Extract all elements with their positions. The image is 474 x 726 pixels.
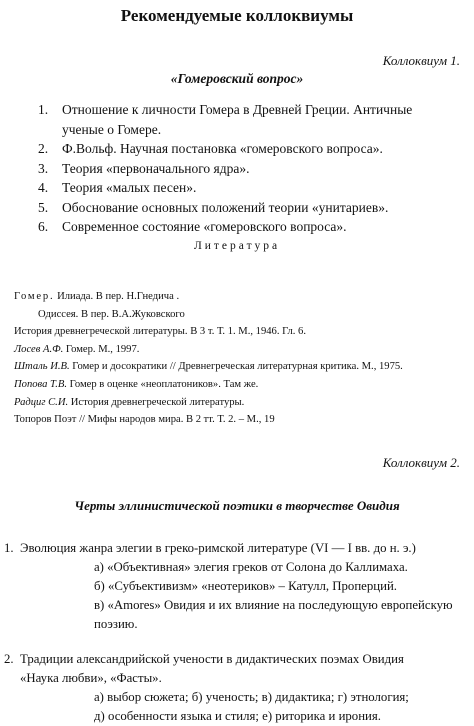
topic-item <box>38 139 434 159</box>
topic-item <box>38 198 434 218</box>
literature-text: История древнегреческой литературы. <box>68 396 245 408</box>
outline-continuation: поэзию. <box>94 617 138 631</box>
topic-number: 6. <box>38 219 49 234</box>
literature-text: Топоров Поэт // Мифы народов мира. В 2 тт. Т. 2. – М., 19 <box>14 414 275 426</box>
literature-list <box>14 288 403 429</box>
literature-text: Гомер и досократики // Древнегреческая литературная критика. М., 1975. <box>69 361 403 373</box>
literature-item <box>14 376 403 394</box>
literature-author: Лосев А.Ф. <box>14 343 64 355</box>
literature-text: Гомер. М., 1997. <box>63 343 140 355</box>
literature-author: Попова Т.В. <box>14 378 68 390</box>
topic-item <box>38 159 434 179</box>
topic-number: 1. <box>38 102 49 117</box>
outline-subitem: д) особенности языка и стиля; е) риторика и ирония. <box>94 709 381 723</box>
outline-item <box>4 539 466 558</box>
topic-text: Теория «первоначального ядра». <box>62 160 250 176</box>
topic-number: 2. <box>38 141 49 156</box>
literature-text: Гомер в оценке «неоплатоников». Там же. <box>67 378 259 390</box>
outline-subitem: а) выбор сюжета; б) ученость; в) дидактика; г) этнология; <box>94 690 409 704</box>
literature-item <box>14 394 403 412</box>
literature-item <box>14 411 403 429</box>
literature-item <box>14 341 403 359</box>
topic-text: Теория «малых песен». <box>62 180 197 195</box>
topic-number: 4. <box>38 180 49 195</box>
topic-number: 5. <box>38 199 49 215</box>
literature-text: История древнегреческой литературы. В 3 т. Т. 1. М., 1946. Гл. 6. <box>14 326 306 338</box>
literature-text: Одиссея. В пер. В.А.Жуковского <box>38 308 185 320</box>
literature-author: Шталь И.В. <box>14 361 70 373</box>
colloquium-1-title: «Гомеровский вопрос» <box>170 71 304 86</box>
topic-text: Отношение к личности Гомера в Древней Греции. Античные <box>62 102 413 117</box>
topic-text: Ф.Вольф. Научная постановка «гомеровского вопроса». <box>62 141 383 156</box>
topic-text: Современное состояние «гомеровского вопроса». <box>62 219 347 234</box>
topic-item <box>38 178 434 198</box>
outline-subitem: в) «Amores» Овидия и их влияние на последующую европейскую <box>94 598 453 612</box>
literature-item <box>14 323 403 341</box>
colloquium-1-label: Коллоквиум 1. <box>382 53 460 68</box>
outline-number: 2. <box>4 652 14 666</box>
colloquium-2-label: Коллоквиум 2. <box>382 455 460 470</box>
literature-item <box>14 306 403 324</box>
literature-author: Гомер. <box>14 291 55 302</box>
page-title: Рекомендуемые коллоквиумы <box>120 6 354 25</box>
colloquium-2-title: Черты эллинистической поэтики в творчестве Овидия <box>74 498 400 513</box>
literature-text: Илиада. В пер. Н.Гнедича . <box>54 291 180 302</box>
outline-continuation: «Наука любви», «Фасты». <box>20 671 162 685</box>
colloquium-1-topics <box>38 100 434 237</box>
outline-text: Традиции александрийской учености в дидактических поэмах Овидия <box>20 652 404 666</box>
topic-number: 3. <box>38 160 49 176</box>
outline-number: 1. <box>4 541 14 555</box>
topic-continuation: ученые о Гомере. <box>62 121 162 137</box>
outline-subitem: б) «Субъективизм» «неотериков» – Катулл, Проперций. <box>94 579 397 593</box>
literature-author: Радциг С.И. <box>14 396 69 408</box>
outline-text: Эволюция жанра элегии в греко-римской литературе (VI — I вв. до н. э.) <box>20 541 416 555</box>
literature-heading: Литература <box>193 240 281 252</box>
topic-text: Обоснование основных положений теории «унитариев». <box>62 199 389 215</box>
topic-item <box>38 217 434 237</box>
outline-subitem: а) «Объективная» элегия греков от Солона до Каллимаха. <box>94 560 408 574</box>
literature-item <box>14 288 403 306</box>
topic-item <box>38 100 434 120</box>
literature-item <box>14 358 403 376</box>
outline-item <box>4 650 466 669</box>
